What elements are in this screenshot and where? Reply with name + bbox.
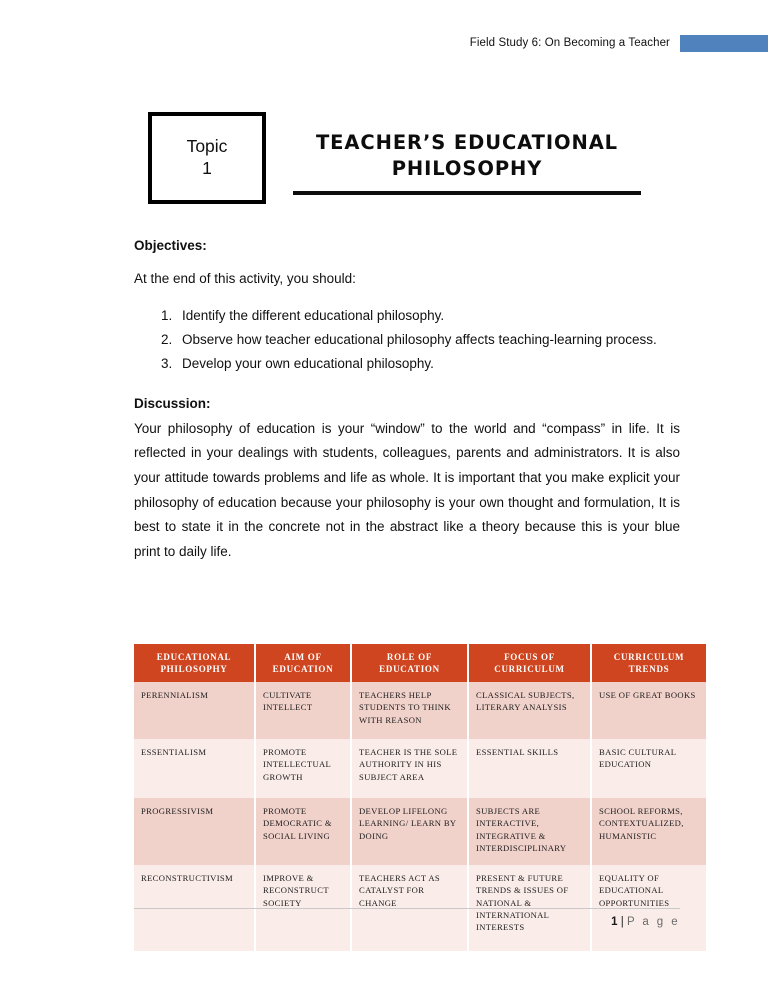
cell-trends: BASIC CULTURAL EDUCATION [591,739,706,798]
discussion-paragraph: Your philosophy of education is your “window” to the world and “compass” in life. It is reflected in your dealings with students, colleagues, parents and administrators. It is also your attitude towards problems and life as whole. It is important that you make explicit your philosophy of education because your philosophy is your own thought and formulation, It is best to state it in the concrete not in the abstract like a theory because this is your blue print to daily life. [134,420,680,560]
list-item: 1. Identify the different educational philosophy. [176,304,680,327]
column-header-trends: CURRICULUM TRENDS [591,644,706,682]
cell-trends: EQUALITY OF EDUCATIONAL OPPORTUNITIES [591,865,706,951]
cell-role: TEACHERS ACT AS CATALYST FOR CHANGE [351,865,468,951]
cell-philosophy: PERENNIALISM [134,682,255,739]
cell-focus: SUBJECTS ARE INTERACTIVE, INTEGRATIVE & INTERDISCIPLINARY [468,798,591,865]
cell-role: TEACHERS HELP STUDENTS TO THINK WITH REASON [351,682,468,739]
column-header-focus: FOCUS OF CURRICULUM [468,644,591,682]
cell-role: DEVELOP LIFELONG LEARNING/ LEARN BY DOING [351,798,468,865]
document-body [134,238,680,565]
page-number-block [134,916,680,928]
cell-philosophy: PROGRESSIVISM [134,798,255,865]
table-row [134,682,706,739]
cell-aim: PROMOTE INTELLECTUAL GROWTH [255,739,351,798]
cell-focus: PRESENT & FUTURE TRENDS & ISSUES OF NATIONAL & INTERNATIONAL INTERESTS [468,865,591,951]
list-item: 2. Observe how teacher educational philosophy affects teaching-learning process. [176,328,680,351]
header-accent-bar [680,35,768,52]
table-row [134,739,706,798]
objectives-lead-in: At the end of this activity, you should: [134,271,356,286]
topic-number-box [148,112,266,204]
objectives-heading: Objectives: [134,238,207,253]
running-header-title: Field Study 6: On Becoming a Teacher [469,37,670,49]
educational-philosophy-table [134,644,706,951]
discussion-heading: Discussion: [134,395,211,411]
list-item: 3. Develop your own educational philosophy. [176,352,680,375]
table-header-row [134,644,706,682]
footer-divider [134,908,680,909]
cell-philosophy: ESSENTIALISM [134,739,255,798]
topic-title-block [148,112,648,212]
page-title-line-2: PHILOSOPHY [391,157,543,181]
cell-aim: PROMOTE DEMOCRATIC & SOCIAL LIVING [255,798,351,865]
objectives-list [134,304,680,376]
page-running-header [0,32,768,54]
cell-philosophy: RECONSTRUCTIVISM [134,865,255,951]
topic-label: Topic [186,136,228,157]
topic-number: 1 [202,158,212,178]
cell-aim: CULTIVATE INTELLECT [255,682,351,739]
page-number-separator: | [620,916,624,928]
cell-role: TEACHER IS THE SOLE AUTHORITY IN HIS SUBJECT AREA [351,739,468,798]
column-header-philosophy: EDUCATIONAL PHILOSOPHY [134,644,255,682]
column-header-aim: AIM OF EDUCATION [255,644,351,682]
page-word-label: P a g e [626,916,680,928]
page-title-line-1: TEACHER’S EDUCATIONAL [315,131,619,154]
column-header-role: ROLE OF EDUCATION [351,644,468,682]
page-footer [134,908,680,928]
table-row [134,798,706,865]
cell-focus: CLASSICAL SUBJECTS, LITERARY ANALYSIS [468,682,591,739]
cell-trends: USE OF GREAT BOOKS [591,682,706,739]
cell-trends: SCHOOL REFORMS, CONTEXTUALIZED, HUMANISTIC [591,798,706,865]
cell-aim: IMPROVE & RECONSTRUCT SOCIETY [255,865,351,951]
page-title [291,130,643,183]
page-number: 1 [611,916,618,928]
title-underline-rule [293,191,641,195]
cell-focus: ESSENTIAL SKILLS [468,739,591,798]
